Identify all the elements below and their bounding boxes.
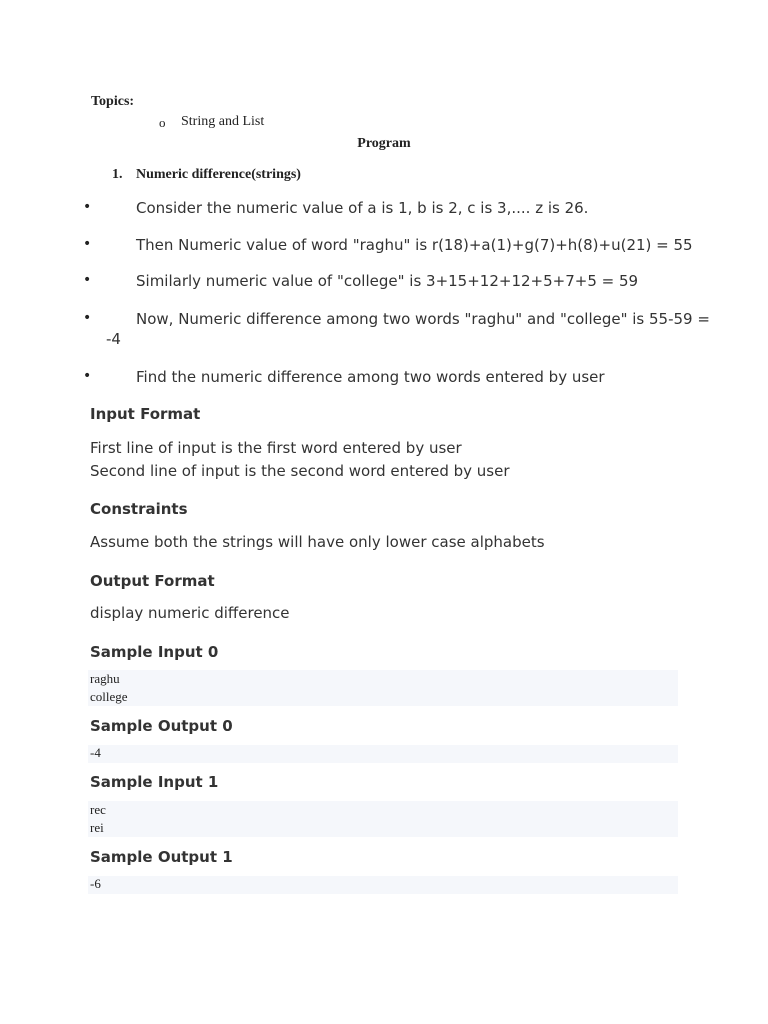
bullet-dot: • [83,199,92,215]
input-format-heading: Input Format [90,405,201,423]
bullet-item-continuation: -4 [106,330,121,348]
code-line: college [90,689,128,704]
bullet-item: Find the numeric difference among two words entered by user [136,368,605,386]
input-format-line: First line of input is the first word entered by user [90,439,462,457]
problem-title: Numeric difference(strings) [136,167,301,182]
bullet-dot: • [83,272,92,288]
bullet-item: Similarly numeric value of "college" is 3+15+12+12+5+7+5 = 59 [136,272,639,290]
topic-item: String and List [181,114,265,129]
sample-output-0-heading: Sample Output 0 [90,717,233,735]
bullet-dot: • [83,310,92,326]
code-line: -6 [90,876,101,891]
sample-output-1-heading: Sample Output 1 [90,848,233,866]
sample-input-0-heading: Sample Input 0 [90,643,219,661]
output-format-text: display numeric difference [90,604,290,622]
sample-input-1-code [88,801,678,837]
code-line: raghu [90,671,120,686]
problem-number: 1. [112,167,123,182]
bullet-item: Consider the numeric value of a is 1, b is 2, c is 3,.... z is 26. [136,199,589,217]
bullet-dot: • [83,368,92,384]
code-line: rec [90,802,106,817]
topics-heading: Topics: [91,94,135,109]
bullet-item: Then Numeric value of word "raghu" is r(18)+a(1)+g(7)+h(8)+u(21) = 55 [136,236,693,254]
sample-input-0-code [88,670,678,706]
constraints-text: Assume both the strings will have only lower case alphabets [90,533,545,551]
code-line: rei [90,820,104,835]
code-line: -4 [90,745,101,760]
bullet-item: Now, Numeric difference among two words "raghu" and "college" is 55-59 = [136,310,710,328]
topic-bullet: o [159,115,166,130]
program-title: Program [357,136,411,151]
input-format-line: Second line of input is the second word entered by user [90,462,510,480]
bullet-dot: • [83,236,92,252]
sample-input-1-heading: Sample Input 1 [90,773,219,791]
output-format-heading: Output Format [90,572,215,590]
sample-output-1-code [88,876,678,894]
sample-output-0-code [88,745,678,763]
constraints-heading: Constraints [90,500,188,518]
